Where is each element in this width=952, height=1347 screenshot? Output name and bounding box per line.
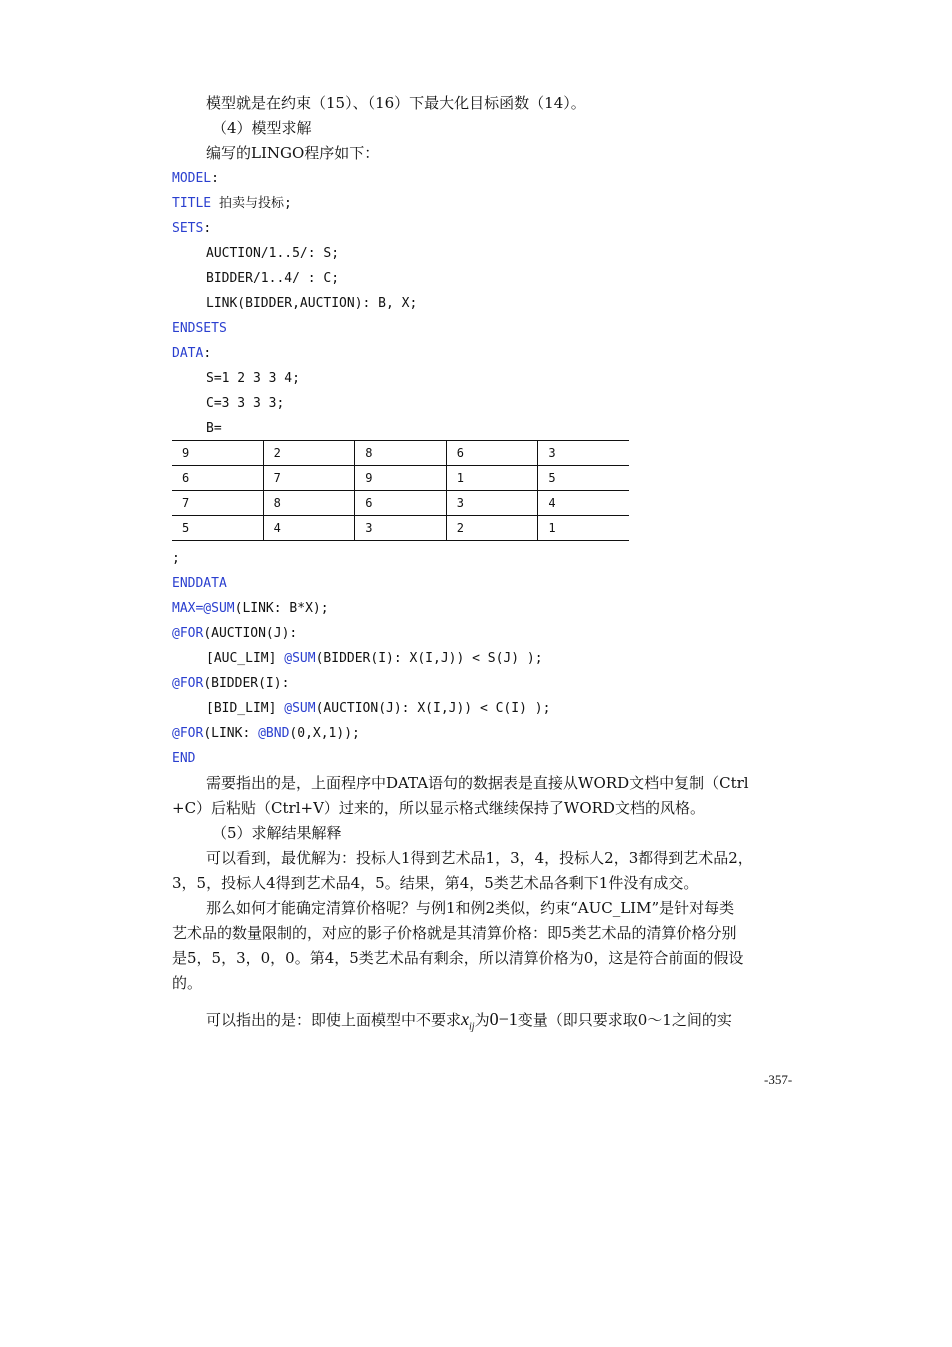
paragraph-relaxation: 可以指出的是：即使上面模型中不要求$x_{ij}$为0−1变量（即只要求取0～1之间的实 xyxy=(206,1009,732,1033)
paragraph-lingo-intro: 编写的LINGO程序如下： xyxy=(206,144,380,162)
table-cell: 6 xyxy=(446,441,538,466)
table-row xyxy=(172,441,629,466)
math-variable: $x_{ij}$ xyxy=(461,1009,475,1033)
code-line-link: LINK(BIDDER,AUCTION): B, X; xyxy=(206,296,418,311)
code-line-sets: SETS: xyxy=(172,221,212,236)
code-line-auction: AUCTION/1..5/: S; xyxy=(206,246,340,261)
keyword: DATA xyxy=(172,346,204,361)
table-cell: 3 xyxy=(446,491,538,516)
page-number: -357- xyxy=(764,1072,793,1087)
paragraph-result-line1: 可以看到，最优解为：投标人1得到艺术品1，3，4，投标人2，3都得到艺术品2， xyxy=(206,849,753,867)
table-cell: 9 xyxy=(172,441,263,466)
function-name: @SUM xyxy=(284,651,316,666)
paragraph-model-summary: 模型就是在约束（15）、（16）下最大化目标函数（14）。 xyxy=(206,94,586,112)
table-row xyxy=(172,491,629,516)
code-line-auc-lim: [AUC_LIM] @SUM(BIDDER(I): X(I,J)) < S(J) ); xyxy=(206,651,543,666)
section-heading-result: （5）求解结果解释 xyxy=(212,824,342,842)
table-cell: 8 xyxy=(355,441,447,466)
table-cell: 5 xyxy=(538,466,629,491)
table-cell: 5 xyxy=(172,516,263,541)
code-line-b: B= xyxy=(206,421,222,436)
keyword: TITLE xyxy=(172,196,212,211)
code-line-model: MODEL: xyxy=(172,171,219,186)
table-cell: 1 xyxy=(538,516,629,541)
table-row xyxy=(172,466,629,491)
keyword: MAX=@SUM xyxy=(172,601,235,616)
function-name: @BND xyxy=(258,726,290,741)
paragraph-price-line4: 的。 xyxy=(172,974,203,992)
section-heading-model-solving: （4）模型求解 xyxy=(212,119,312,137)
table-cell: 6 xyxy=(172,466,263,491)
paragraph-price-line1: 那么如何才能确定清算价格呢？与例1和例2类似，约束“AUC_LIM”是针对每类 xyxy=(206,899,735,917)
code-line-end: END xyxy=(172,751,196,766)
keyword: MODEL xyxy=(172,171,212,186)
paragraph-price-line2: 艺术品的数量限制的，对应的影子价格就是其清算价格：即5类艺术品的清算价格分别 xyxy=(172,924,737,942)
table-cell: 4 xyxy=(538,491,629,516)
code-line-for-auction: @FOR(AUCTION(J): xyxy=(172,626,298,641)
paragraph-price-line3: 是5，5，3，0，0。第4，5类艺术品有剩余，所以清算价格为0，这是符合前面的假设 xyxy=(172,949,744,967)
table-cell: 9 xyxy=(355,466,447,491)
b-matrix-table xyxy=(172,440,629,541)
keyword: SETS xyxy=(172,221,204,236)
table-cell: 8 xyxy=(263,491,355,516)
keyword: @FOR xyxy=(172,726,204,741)
code-line-bidder: BIDDER/1..4/ : C; xyxy=(206,271,340,286)
code-line-max: MAX=@SUM(LINK: B*X); xyxy=(172,601,329,616)
code-line-data: DATA: xyxy=(172,346,212,361)
table-cell: 4 xyxy=(263,516,355,541)
table-cell: 2 xyxy=(446,516,538,541)
keyword: @FOR xyxy=(172,676,204,691)
code-line-enddata: ENDDATA xyxy=(172,576,227,591)
table-cell: 6 xyxy=(355,491,447,516)
table-cell: 2 xyxy=(263,441,355,466)
table-row xyxy=(172,516,629,541)
code-line-endsets: ENDSETS xyxy=(172,321,227,336)
table-cell: 1 xyxy=(446,466,538,491)
keyword: @FOR xyxy=(172,626,204,641)
code-line-semicolon: ; xyxy=(172,551,180,566)
code-line-title: TITLE 拍卖与投标; xyxy=(172,196,292,211)
code-line-c: C=3 3 3 3; xyxy=(206,396,285,411)
paragraph-result-line2: 3，5，投标人4得到艺术品4，5。结果，第4，5类艺术品各剩下1件没有成交。 xyxy=(172,874,699,892)
table-cell: 3 xyxy=(538,441,629,466)
paragraph-note-line1: 需要指出的是，上面程序中DATA语句的数据表是直接从WORD文档中复制（Ctrl xyxy=(206,774,749,792)
math-expression: 0−1 xyxy=(489,1009,518,1029)
table-cell: 7 xyxy=(263,466,355,491)
table-cell: 3 xyxy=(355,516,447,541)
paragraph-note-line2: +C）后粘贴（Ctrl+V）过来的，所以显示格式继续保持了WORD文档的风格。 xyxy=(172,799,705,817)
code-line-s: S=1 2 3 3 4; xyxy=(206,371,300,386)
code-line-for-bidder: @FOR(BIDDER(I): xyxy=(172,676,290,691)
function-name: @SUM xyxy=(284,701,316,716)
code-line-bid-lim: [BID_LIM] @SUM(AUCTION(J): X(I,J)) < C(I) ); xyxy=(206,701,551,716)
table-cell: 7 xyxy=(172,491,263,516)
code-line-for-link: @FOR(LINK: @BND(0,X,1)); xyxy=(172,726,360,741)
